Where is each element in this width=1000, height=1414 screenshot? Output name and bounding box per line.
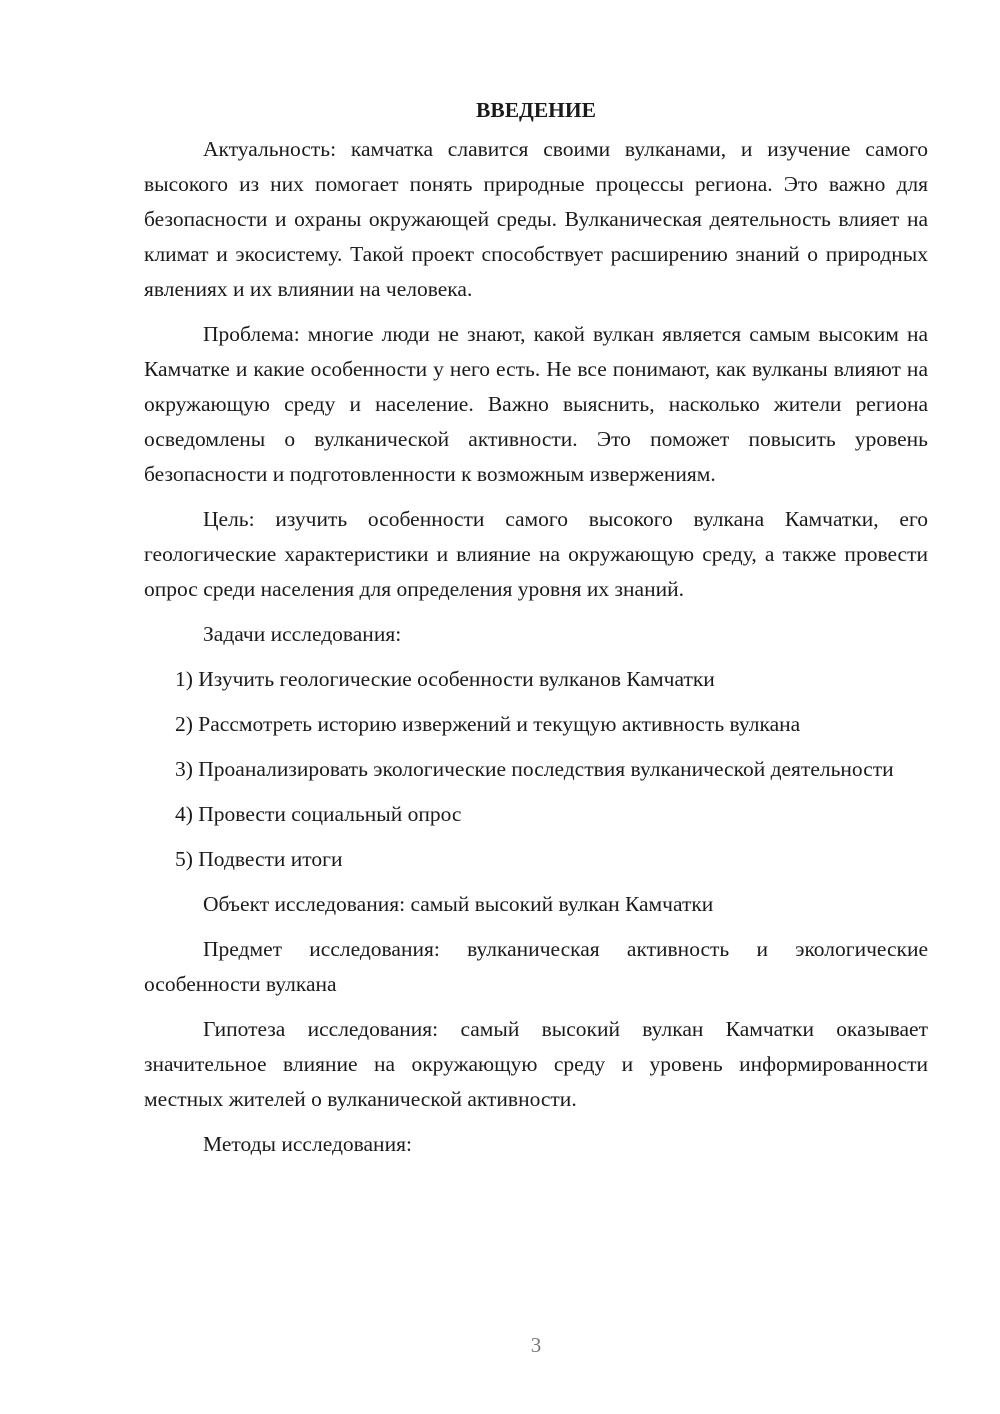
task-item: 1) Изучить геологические особенности вулканов Камчатки <box>175 667 715 691</box>
task-item: 5) Подвести итоги <box>175 847 343 871</box>
hypothesis-paragraph: Гипотеза исследования: самый высокий вулкан Камчатки оказывает значительное влияние на окружающую среду и уровень информированности местных жителей о вулканической активности. <box>144 1017 928 1111</box>
subject-paragraph: Предмет исследования: вулканическая активность и экологические особенности вулкана <box>144 937 928 996</box>
task-item: 3) Проанализировать экологические последствия вулканической деятельности <box>175 757 894 781</box>
problem-paragraph: Проблема: многие люди не знают, какой вулкан является самым высоким на Камчатке и какие особенности у него есть. Не все понимают, как вулканы влияют на окружающую среду и население. Важно выяснить, насколько жители региона осведомлены о вулканической активности. Это поможет повысить уровень безопасности и подготовленности к возможным извержениям. <box>144 322 928 486</box>
task-item: 2) Рассмотреть историю извержений и текущую активность вулкана <box>175 712 801 736</box>
section-title: ВВЕДЕНИЕ <box>476 98 596 122</box>
goal-paragraph: Цель: изучить особенности самого высокого вулкана Камчатки, его геологические характеристики и влияние на окружающую среду, а также провести опрос среди населения для определения уровня их знаний. <box>144 507 928 601</box>
object-paragraph: Объект исследования: самый высокий вулкан Камчатки <box>203 892 714 916</box>
task-item: 4) Провести социальный опрос <box>175 802 462 826</box>
tasks-heading: Задачи исследования: <box>203 622 402 646</box>
document-page <box>144 92 928 1172</box>
methods-heading: Методы исследования: <box>203 1132 412 1156</box>
page-number: 3 <box>530 1333 542 1357</box>
relevance-paragraph: Актуальность: камчатка славится своими вулканами, и изучение самого высокого из них помогает понять природные процессы региона. Это важно для безопасности и охраны окружающей среды. Вулканическая деятельность влияет на климат и экосистему. Такой проект способствует расширению знаний о природных явлениях и их влиянии на человека. <box>144 137 928 301</box>
